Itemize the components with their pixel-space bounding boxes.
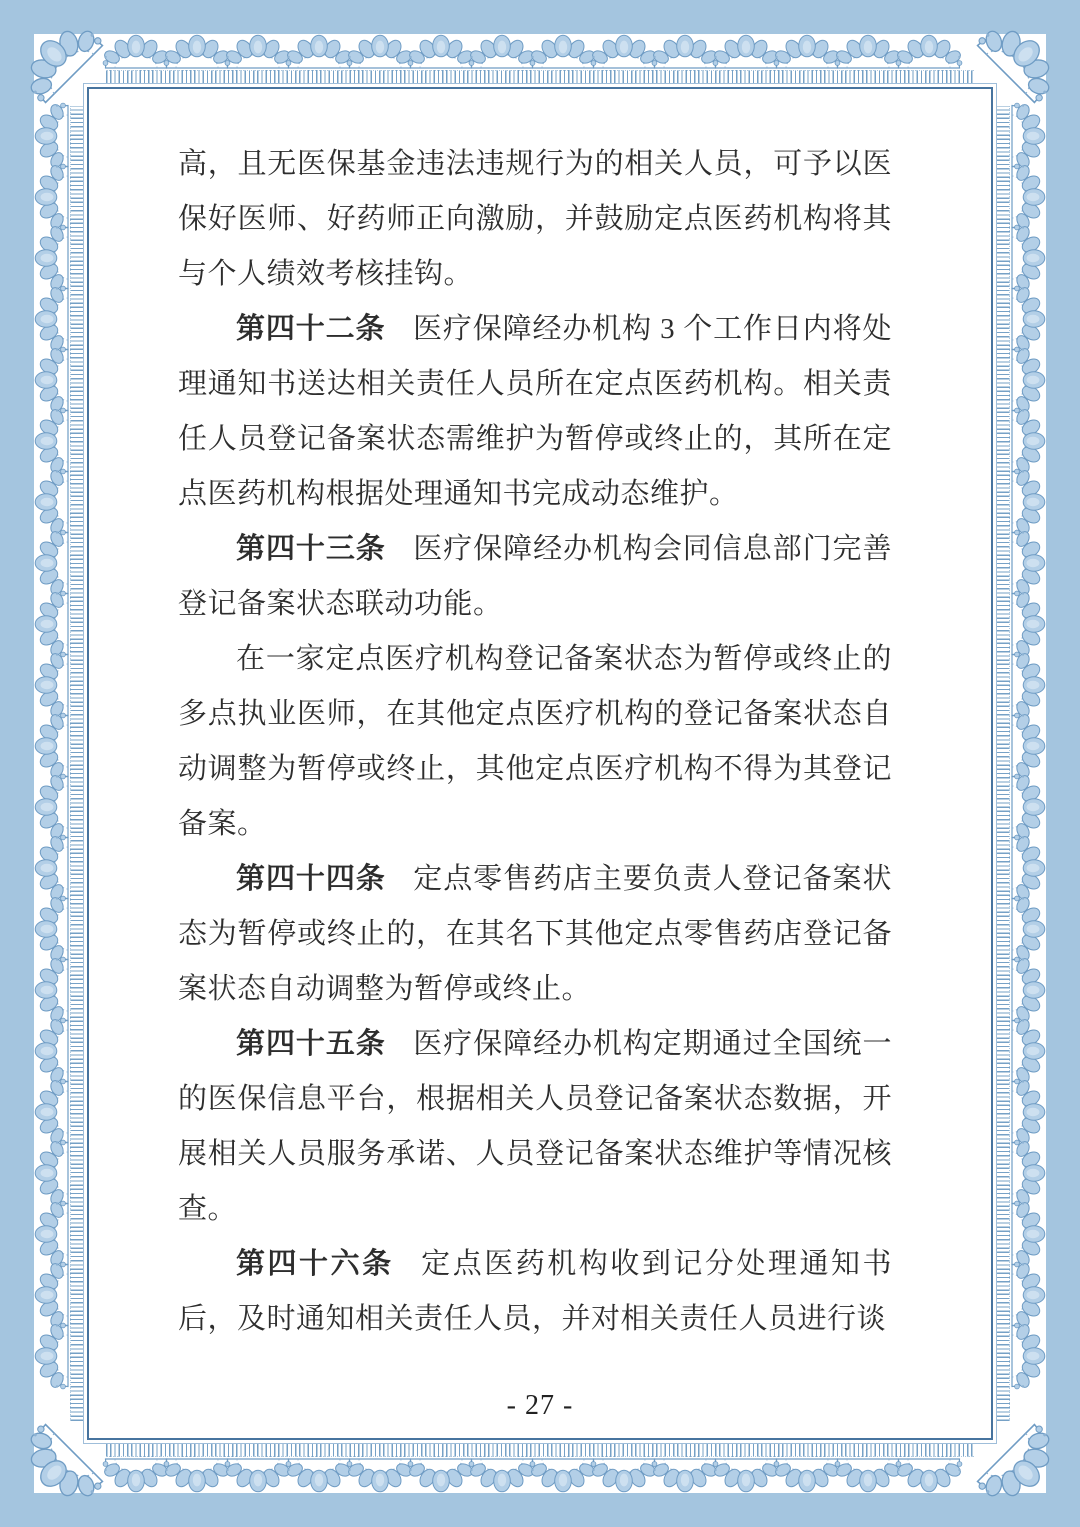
paragraph: 第四十四条 定点零售药店主要负责人登记备案状态为暂停或终止的，在其名下其他定点零售药店登记备案状态自动调整为暂停或终止。 — [178, 863, 892, 1005]
article-number: 第四十二条 — [236, 313, 386, 345]
document-body — [178, 137, 892, 1347]
border-tick-band-bottom — [106, 1444, 974, 1457]
border-tick-band-top — [106, 70, 974, 83]
paragraph: 第四十二条 医疗保障经办机构 3 个工作日内将处理通知书送达相关责任人员所在定点医药机构。相关责任人员登记备案状态需维护为暂停或终止的，其所在定点医药机构根据处理通知书完成动态维护。 — [178, 313, 892, 510]
paragraph: 高，且无医保基金违法违规行为的相关人员，可予以医保好医师、好药师正向激励，并鼓励定点医药机构将其与个人绩效考核挂钩。 — [178, 148, 892, 290]
page-number: - 27 - — [506, 1390, 574, 1421]
article-number: 第四十六条 — [236, 1248, 394, 1280]
paragraph: 在一家定点医疗机构登记备案状态为暂停或终止的多点执业医师，在其他定点医疗机构的登记备案状态自动调整为暂停或终止，其他定点医疗机构不得为其登记备案。 — [178, 643, 892, 840]
article-number: 第四十五条 — [236, 1028, 386, 1060]
border-tick-band-left — [70, 106, 83, 1421]
border-tick-band-right — [997, 106, 1010, 1421]
article-number: 第四十四条 — [236, 863, 386, 895]
paragraph: 第四十三条 医疗保障经办机构会同信息部门完善登记备案状态联动功能。 — [178, 533, 892, 620]
paragraph: 第四十六条 定点医药机构收到记分处理通知书后，及时通知相关责任人员，并对相关责任人员进行谈 — [178, 1248, 892, 1335]
article-number: 第四十三条 — [236, 533, 386, 565]
paragraph: 第四十五条 医疗保障经办机构定期通过全国统一的医保信息平台，根据相关人员登记备案状态数据，开展相关人员服务承诺、人员登记备案状态维护等情况核查。 — [178, 1028, 892, 1225]
